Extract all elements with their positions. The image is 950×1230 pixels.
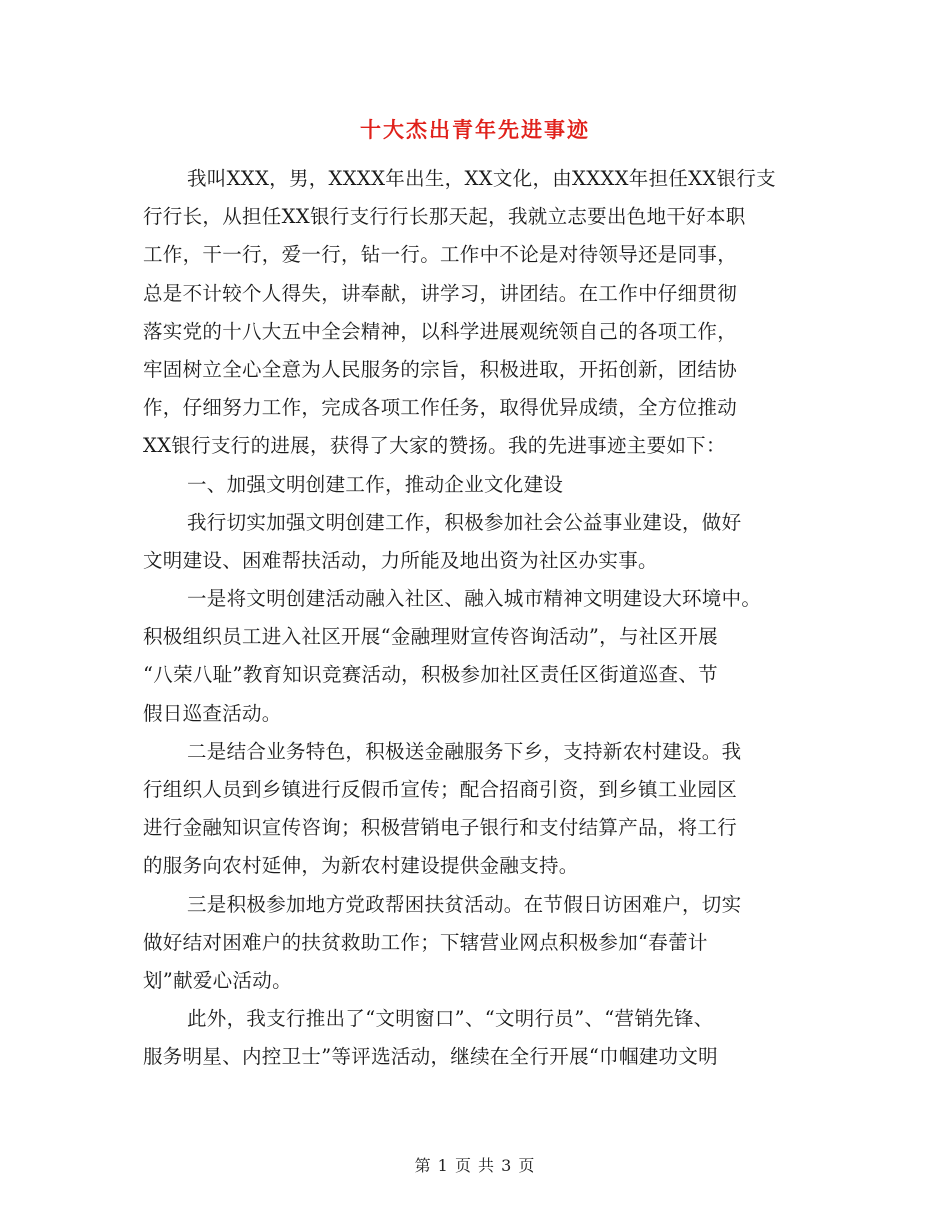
text-line: 我行切实加强文明创建工作，积极参加社会公益事业建设，做好 [187, 510, 742, 534]
text-line: 落实党的十八大五中全会精神，以科学进展观统领自己的各项工作， [143, 319, 738, 343]
text-line: 进行金融知识宣传咨询；积极营销电子银行和支付结算产品，将工行 [143, 816, 738, 840]
text-line: 划”献爱心活动。 [143, 968, 292, 992]
text-line: 服务明星、内控卫士”等评选活动，继续在全行开展“巾帼建功文明 [143, 1045, 718, 1069]
text-line: 行行长，从担任XX银行支行行长那天起，我就立志要出色地干好本职 [143, 205, 746, 229]
text-line: 一、加强文明创建工作，推动企业文化建设 [187, 472, 564, 496]
text-line: 文明建设、困难帮扶活动，力所能及地出资为社区办实事。 [143, 548, 658, 572]
text-line: XX银行支行的进展，获得了大家的赞扬。我的先进事迹主要如下： [143, 434, 726, 458]
text-line: 作，仔细努力工作，完成各项工作任务，取得优异成绩，全方位推动 [143, 396, 738, 420]
text-line: 假日巡查活动。 [143, 701, 282, 725]
text-line: 我叫XXX，男，XXXX年出生，XX文化，由XXXX年担任XX银行支 [187, 167, 776, 190]
text-line: 积极组织员工进入社区开展“金融理财宣传咨询活动”，与社区开展 [143, 625, 718, 649]
text-line: 做好结对困难户的扶贫救助工作；下辖营业网点积极参加“春蕾计 [143, 930, 708, 954]
text-line: 一是将文明创建活动融入社区、融入城市精神文明建设大环境中。 [187, 587, 762, 611]
text-line: 的服务向农村延伸，为新农村建设提供金融支持。 [143, 854, 579, 878]
text-line: 二是结合业务特色，积极送金融服务下乡，支持新农村建设。我 [187, 739, 742, 763]
text-line: 行组织人员到乡镇进行反假币宣传；配合招商引资，到乡镇工业园区 [143, 778, 738, 801]
page-footer: 第 1 页 共 3 页 [414, 1156, 536, 1175]
text-line: 三是积极参加地方党政帮困扶贫活动。在节假日访困难户，切实 [187, 892, 742, 916]
document-body [143, 160, 811, 1077]
text-line: “八荣八耻”教育知识竞赛活动，积极参加社区责任区街道巡查、节 [143, 663, 718, 687]
text-line: 总是不计较个人得失，讲奉献，讲学习，讲团结。在工作中仔细贯彻 [143, 281, 738, 305]
text-line: 此外，我支行推出了“文明窗口”、“文明行员”、“营销先锋、 [187, 1007, 714, 1031]
text-line: 工作，干一行，爱一行，钻一行。工作中不论是对待领导还是同事， [143, 243, 738, 267]
text-line: 牢固树立全心全意为人民服务的宗旨，积极进取，开拓创新，团结协 [143, 357, 738, 381]
document-title: 十大杰出青年先进事迹 [360, 117, 590, 142]
